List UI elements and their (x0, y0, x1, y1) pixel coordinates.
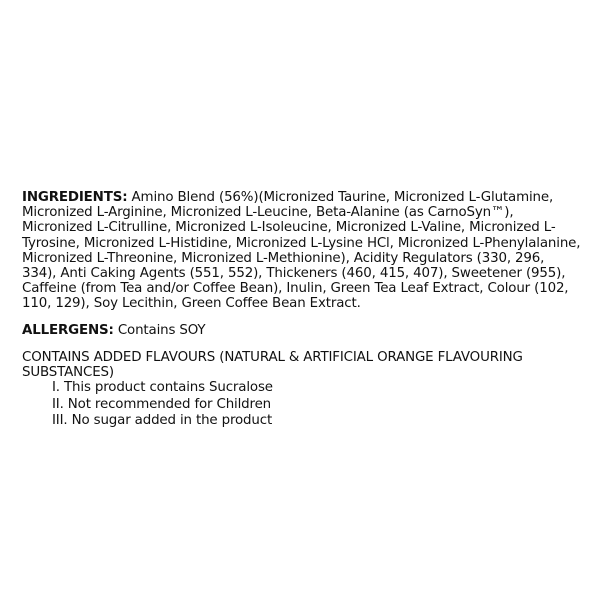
flavours-heading: CONTAINS ADDED FLAVOURS (NATURAL & ARTIFICIAL ORANGE FLAVOURING SUBSTANCES) (22, 349, 523, 381)
ingredients-label: INGREDIENTS: (22, 190, 128, 205)
allergens-paragraph (22, 323, 582, 338)
flavour-notes-list (22, 380, 582, 430)
allergens-text: Contains SOY (113, 322, 206, 338)
allergens-label: ALLERGENS: (22, 322, 114, 338)
list-item: I. This product contains Sucralose (52, 380, 273, 396)
ingredients-text: Amino Blend (56%)(Micronized Taurine, Micronized L-Glutamine, Micronized L-Arginine, Micronized L-Leucine, Beta-Alanine (as CarnoSyn™), Micronized L-Citrulline, Micronized L-Isoleucine, Micronized L-Valine, Micronized L-Tyrosine, Micronized L-Histidine, Micronized L-Lysine HCl, Micronized L-Phenylalanine, Micronized L-Threonine, Micronized L-Methionine), Acidity Regulators (330, 296, 334), Anti Caking Agents (551, 552), Thickeners (460, 415, 407), Sweetener (955), Caffeine (from Tea and/or Coffee Bean), Inulin, Green Tea Leaf Extract, Colour (102, 110, 129), Soy Lecithin, Green Coffee Bean Extract. (22, 190, 581, 312)
list-item: II. Not recommended for Children (52, 396, 272, 412)
list-item: III. No sugar added in the product (52, 413, 273, 429)
ingredient-label-document (22, 190, 582, 430)
ingredients-paragraph (22, 190, 582, 312)
